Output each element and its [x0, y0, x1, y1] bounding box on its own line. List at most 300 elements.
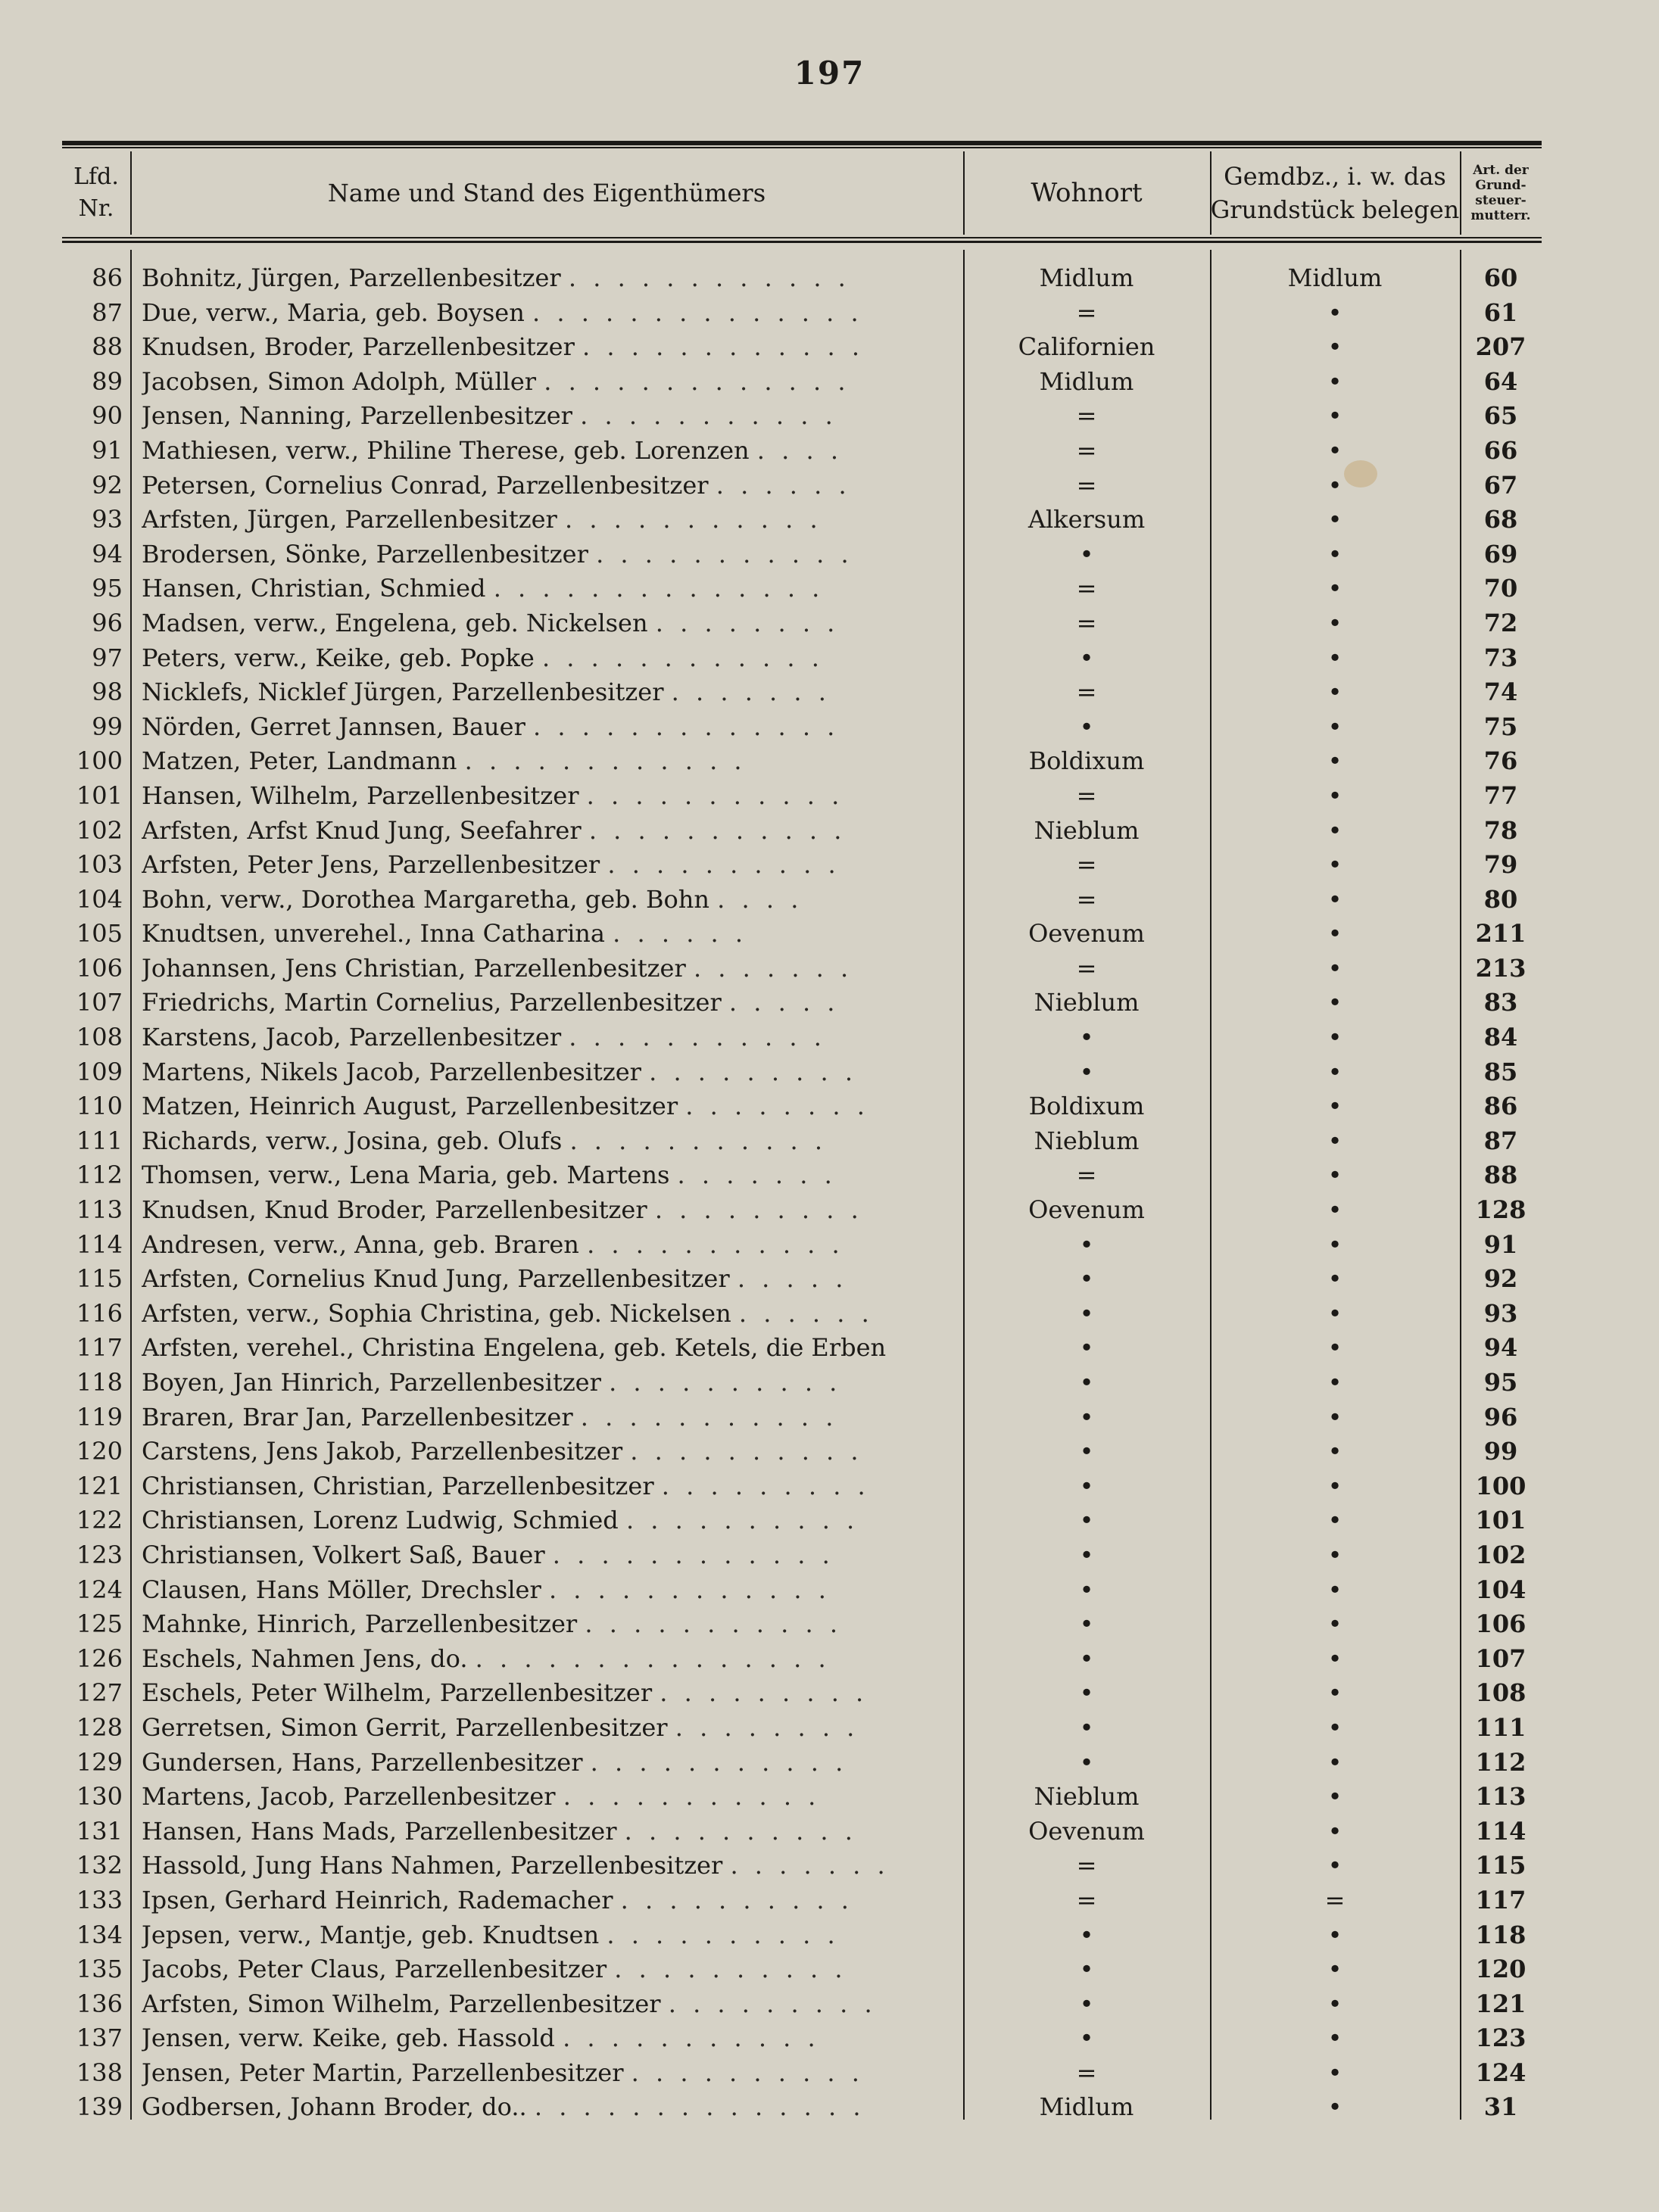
- row-owner-name: Matzen, Heinrich August, Parzellenbesitzer: [142, 1092, 678, 1121]
- header-gemeinde: [1210, 151, 1460, 235]
- row-gemeinde: •: [1327, 1816, 1342, 1846]
- row-gemeinde: •: [1327, 678, 1342, 707]
- row-leader-dots: . . . . . . . . . . . . . . .: [475, 1643, 831, 1673]
- row-owner-cell: [142, 1987, 1020, 2022]
- row-owner-name: Mathiesen, verw., Philine Therese, geb. Lorenzen: [142, 435, 750, 465]
- row-artikel: 72: [1483, 608, 1518, 637]
- row-gemeinde: •: [1327, 1782, 1342, 1812]
- row-gemeinde: •: [1327, 608, 1342, 637]
- table-row: [62, 848, 1542, 883]
- row-wohnort: Alkersum: [1028, 505, 1146, 534]
- row-artikel: 121: [1475, 1989, 1526, 2018]
- row-owner-cell: [142, 1435, 1020, 1469]
- row-number: 90: [92, 401, 123, 431]
- row-owner-name: Martens, Jacob, Parzellenbesitzer: [142, 1782, 556, 1812]
- row-artikel: 106: [1475, 1609, 1526, 1639]
- row-gemeinde: •: [1327, 884, 1342, 914]
- row-leader-dots: . . . . . . . . . . .: [580, 401, 837, 431]
- row-owner-cell: [142, 675, 1020, 710]
- row-owner-cell: [142, 1642, 1020, 1677]
- row-wohnort: =: [1076, 780, 1097, 810]
- table-row: [62, 1089, 1542, 1124]
- row-owner-name: Christiansen, Lorenz Ludwig, Schmied: [142, 1506, 619, 1535]
- row-wohnort: •: [1079, 1540, 1094, 1569]
- row-wohnort: =: [1076, 298, 1097, 327]
- row-leader-dots: . . . . . . . . . . .: [590, 1747, 848, 1777]
- row-owner-name: Due, verw., Maria, geb. Boysen: [142, 298, 525, 327]
- row-gemeinde: •: [1327, 1368, 1342, 1397]
- row-artikel: 211: [1475, 919, 1526, 949]
- row-number: 108: [76, 1023, 123, 1052]
- row-gemeinde: •: [1327, 401, 1342, 431]
- row-leader-dots: . . . . . . .: [677, 1161, 837, 1190]
- row-artikel: 114: [1475, 1816, 1526, 1846]
- row-gemeinde: •: [1327, 1955, 1342, 1984]
- row-owner-name: Bohnitz, Jürgen, Parzellenbesitzer: [142, 263, 561, 292]
- ledger-rows: [62, 261, 1542, 2125]
- row-owner-cell: [142, 917, 1020, 952]
- row-wohnort: =: [1076, 401, 1097, 431]
- row-gemeinde: •: [1327, 574, 1342, 603]
- row-gemeinde: •: [1327, 1678, 1342, 1708]
- row-gemeinde: •: [1327, 1989, 1342, 2018]
- row-artikel: 73: [1483, 643, 1518, 672]
- row-owner-cell: [142, 365, 1020, 400]
- row-number: 110: [76, 1092, 123, 1121]
- row-artikel: 120: [1475, 1955, 1526, 1984]
- row-owner-cell: [142, 606, 1020, 641]
- row-gemeinde: •: [1327, 780, 1342, 810]
- row-owner-cell: [142, 572, 1020, 606]
- row-wohnort: Oevenum: [1028, 1816, 1145, 1846]
- row-wohnort: •: [1079, 643, 1094, 672]
- row-wohnort: Californien: [1018, 332, 1155, 362]
- row-owner-cell: [142, 1676, 1020, 1711]
- row-number: 136: [76, 1989, 123, 2018]
- row-gemeinde: •: [1327, 1333, 1342, 1363]
- table-row: [62, 1469, 1542, 1504]
- row-owner-name: Gundersen, Hans, Parzellenbesitzer: [142, 1747, 583, 1777]
- table-row: [62, 261, 1542, 296]
- row-number: 98: [92, 678, 123, 707]
- row-artikel: 207: [1475, 332, 1526, 362]
- table-row: [62, 952, 1542, 986]
- table-row: [62, 1297, 1542, 1332]
- row-artikel: 111: [1475, 1712, 1526, 1742]
- row-wohnort: •: [1079, 1368, 1094, 1397]
- row-number: 125: [76, 1609, 123, 1639]
- row-owner-cell: [142, 814, 1020, 849]
- row-gemeinde: •: [1327, 919, 1342, 949]
- row-owner-name: Gerretsen, Simon Gerrit, Parzellenbesitzer: [142, 1712, 668, 1742]
- row-gemeinde: •: [1327, 1298, 1342, 1328]
- row-owner-cell: [142, 1503, 1020, 1538]
- row-owner-cell: [142, 1400, 1020, 1435]
- row-owner-cell: [142, 434, 1020, 469]
- row-gemeinde: •: [1327, 366, 1342, 396]
- row-wohnort: •: [1079, 1575, 1094, 1604]
- row-owner-name: Jensen, Peter Martin, Parzellenbesitzer: [142, 2058, 624, 2087]
- row-leader-dots: . . . . . . . . . . . .: [548, 1575, 831, 1604]
- row-gemeinde: •: [1327, 1437, 1342, 1466]
- row-gemeinde: •: [1327, 1229, 1342, 1259]
- row-wohnort: =: [1076, 1161, 1097, 1190]
- row-wohnort: •: [1079, 1678, 1094, 1708]
- row-owner-cell: [142, 1020, 1020, 1055]
- row-wohnort: Oevenum: [1028, 1195, 1145, 1225]
- table-row: [62, 1400, 1542, 1435]
- row-artikel: 112: [1475, 1747, 1526, 1777]
- row-number: 126: [76, 1643, 123, 1673]
- row-number: 118: [76, 1368, 123, 1397]
- row-gemeinde: •: [1327, 1161, 1342, 1190]
- row-number: 112: [76, 1161, 123, 1190]
- row-artikel: 76: [1483, 746, 1518, 776]
- row-owner-cell: [142, 1469, 1020, 1504]
- row-number: 93: [92, 505, 123, 534]
- row-owner-name: Nicklefs, Nicklef Jürgen, Parzellenbesitzer: [142, 678, 664, 707]
- row-leader-dots: . . . . . . . . . . . . . .: [532, 298, 863, 327]
- top-rule: [62, 141, 1542, 148]
- table-row: [62, 675, 1542, 710]
- table-row: [62, 1228, 1542, 1263]
- row-wohnort: =: [1076, 608, 1097, 637]
- table-row: [62, 1262, 1542, 1297]
- row-number: 115: [76, 1264, 123, 1294]
- row-leader-dots: . . . . . . . . . . .: [563, 1782, 821, 1812]
- row-owner-name: Jensen, Nanning, Parzellenbesitzer: [142, 401, 572, 431]
- table-row: [62, 1815, 1542, 1849]
- table-row: [62, 1158, 1542, 1193]
- row-owner-cell: [142, 1366, 1020, 1400]
- row-gemeinde: •: [1327, 1471, 1342, 1500]
- row-gemeinde: •: [1327, 1712, 1342, 1742]
- table-row: [62, 883, 1542, 918]
- row-owner-name: Friedrichs, Martin Cornelius, Parzellenbesitzer: [142, 988, 722, 1017]
- row-owner-name: Jepsen, verw., Mantje, geb. Knudtsen: [142, 1920, 600, 1949]
- row-gemeinde: •: [1327, 2024, 1342, 2053]
- row-number: 120: [76, 1437, 123, 1466]
- row-number: 106: [76, 953, 123, 983]
- table-row: [62, 1020, 1542, 1055]
- row-wohnort: Nieblum: [1034, 1126, 1140, 1155]
- row-leader-dots: . . . . . . . . . . . .: [541, 643, 824, 672]
- header-artikel: [1460, 151, 1542, 235]
- row-wohnort: Boldixum: [1028, 1092, 1145, 1121]
- row-artikel: 31: [1483, 2092, 1518, 2122]
- row-wohnort: •: [1079, 1437, 1094, 1466]
- row-number: 117: [76, 1333, 123, 1363]
- row-leader-dots: . . . . . . . . . . .: [569, 1023, 826, 1052]
- row-owner-name: Peters, verw., Keike, geb. Popke: [142, 643, 535, 672]
- row-gemeinde: •: [1327, 1264, 1342, 1294]
- row-wohnort: =: [1076, 574, 1097, 603]
- row-wohnort: Nieblum: [1034, 1782, 1140, 1812]
- row-number: 119: [76, 1402, 123, 1432]
- row-owner-cell: [142, 503, 1020, 537]
- row-owner-name: Madsen, verw., Engelena, geb. Nickelsen: [142, 608, 648, 637]
- row-artikel: 77: [1483, 780, 1518, 810]
- row-leader-dots: . . . . . .: [613, 919, 748, 949]
- row-artikel: 128: [1475, 1195, 1526, 1225]
- row-gemeinde: •: [1327, 815, 1342, 845]
- row-gemeinde: •: [1327, 1643, 1342, 1673]
- row-wohnort: Nieblum: [1034, 988, 1140, 1017]
- row-owner-name: Jacobsen, Simon Adolph, Müller: [142, 366, 537, 396]
- row-owner-name: Andresen, verw., Anna, geb. Braren: [142, 1229, 579, 1259]
- row-owner-name: Carstens, Jens Jakob, Parzellenbesitzer: [142, 1437, 623, 1466]
- row-gemeinde: •: [1327, 435, 1342, 465]
- row-owner-cell: [142, 2021, 1020, 2056]
- table-row: [62, 1331, 1542, 1366]
- row-owner-cell: [142, 1089, 1020, 1124]
- row-artikel: 79: [1483, 850, 1518, 880]
- row-leader-dots: . . . . . . . . . .: [614, 1955, 847, 1984]
- table-row: [62, 434, 1542, 469]
- row-artikel: 124: [1475, 2058, 1526, 2087]
- col-divider-head-3: [1210, 151, 1212, 235]
- row-leader-dots: . . . . . . . . . . .: [585, 1609, 842, 1639]
- table-row: [62, 1642, 1542, 1677]
- row-number: 101: [76, 780, 123, 810]
- row-owner-name: Eschels, Nahmen Jens, do.: [142, 1643, 468, 1673]
- row-owner-cell: [142, 399, 1020, 434]
- row-wohnort: •: [1079, 1920, 1094, 1949]
- row-leader-dots: . . . . . . . . . .: [609, 1368, 842, 1397]
- row-artikel: 107: [1475, 1643, 1526, 1673]
- row-leader-dots: . . . . . . . . . .: [630, 1437, 863, 1466]
- table-row: [62, 917, 1542, 952]
- row-gemeinde: Midlum: [1287, 263, 1383, 292]
- row-wohnort: Nieblum: [1034, 815, 1140, 845]
- row-artikel: 78: [1483, 815, 1518, 845]
- row-leader-dots: . . . . . . . . .: [649, 1057, 858, 1086]
- row-leader-dots: . . . . . . . . . .: [631, 2058, 864, 2087]
- row-owner-cell: [142, 641, 1020, 676]
- row-owner-name: Ipsen, Gerhard Heinrich, Rademacher: [142, 1885, 613, 1914]
- row-owner-name: Martens, Nikels Jacob, Parzellenbesitzer: [142, 1057, 641, 1086]
- row-wohnort: •: [1079, 1471, 1094, 1500]
- row-leader-dots: . . . . . . . . . . .: [586, 780, 844, 810]
- row-owner-cell: [142, 710, 1020, 745]
- table-row: [62, 1883, 1542, 1918]
- table-row: [62, 1676, 1542, 1711]
- table-row: [62, 1746, 1542, 1781]
- row-owner-cell: [142, 469, 1020, 503]
- row-artikel: 66: [1483, 435, 1518, 465]
- row-owner-cell: [142, 1297, 1020, 1332]
- row-gemeinde: •: [1327, 1506, 1342, 1535]
- row-leader-dots: . . . . . . . . . .: [625, 1506, 859, 1535]
- row-leader-dots: . . . . . . . . . . . .: [582, 332, 864, 362]
- row-leader-dots: . . . . . .: [738, 1298, 874, 1328]
- table-row: [62, 503, 1542, 537]
- table-row: [62, 1193, 1542, 1228]
- table-row: [62, 537, 1542, 572]
- row-leader-dots: . . . . . . . . . . .: [588, 815, 847, 845]
- row-owner-name: Hansen, Christian, Schmied: [142, 574, 486, 603]
- row-owner-cell: [142, 1158, 1020, 1193]
- row-number: 121: [76, 1471, 123, 1500]
- row-owner-cell: [142, 537, 1020, 572]
- row-leader-dots: . . . .: [717, 884, 803, 914]
- row-gemeinde: •: [1327, 470, 1342, 500]
- table-row: [62, 2056, 1542, 2091]
- table-row: [62, 710, 1542, 745]
- row-number: 96: [92, 608, 123, 637]
- row-artikel: 101: [1475, 1506, 1526, 1535]
- row-leader-dots: . . . . . . . . . . .: [565, 505, 822, 534]
- row-wohnort: =: [1076, 678, 1097, 707]
- row-owner-cell: [142, 1883, 1020, 1918]
- row-number: 134: [76, 1920, 123, 1949]
- row-wohnort: =: [1076, 1851, 1097, 1880]
- row-wohnort: •: [1079, 539, 1094, 569]
- row-wohnort: •: [1079, 1609, 1094, 1639]
- table-row: [62, 1124, 1542, 1159]
- table-row: [62, 572, 1542, 606]
- table-row: [62, 2021, 1542, 2056]
- row-leader-dots: . . . . . . . . .: [654, 1195, 863, 1225]
- row-wohnort: •: [1079, 1229, 1094, 1259]
- row-owner-name: Hansen, Hans Mads, Parzellenbesitzer: [142, 1816, 617, 1846]
- table-row: [62, 2090, 1542, 2125]
- row-artikel: 83: [1483, 988, 1518, 1017]
- row-wohnort: Boldixum: [1028, 746, 1145, 776]
- row-leader-dots: . . . . . . . . . . . . . .: [534, 2092, 865, 2122]
- table-row: [62, 986, 1542, 1020]
- row-number: 114: [76, 1229, 123, 1259]
- row-owner-name: Nörden, Gerret Jannsen, Bauer: [142, 712, 525, 741]
- row-owner-cell: [142, 2090, 1020, 2125]
- header-name: Name und Stand des Eigenthümers: [327, 179, 766, 207]
- row-owner-name: Knudtsen, unverehel., Inna Catharina: [142, 919, 605, 949]
- row-number: 122: [76, 1506, 123, 1535]
- row-owner-name: Jacobs, Peter Claus, Parzellenbesitzer: [142, 1955, 607, 1984]
- table-row: [62, 1055, 1542, 1090]
- row-number: 100: [76, 746, 123, 776]
- row-leader-dots: . . . . . .: [716, 470, 851, 500]
- row-wohnort: =: [1076, 1885, 1097, 1914]
- row-wohnort: •: [1079, 1955, 1094, 1984]
- row-gemeinde: •: [1327, 2092, 1342, 2122]
- row-wohnort: •: [1079, 712, 1094, 741]
- header-art-line4: mutterr.: [1470, 208, 1531, 223]
- row-owner-cell: [142, 1918, 1020, 1953]
- row-gemeinde: •: [1327, 643, 1342, 672]
- row-leader-dots: . . . . . . . . . . . .: [464, 746, 747, 776]
- row-number: 130: [76, 1782, 123, 1812]
- table-row: [62, 779, 1542, 814]
- row-wohnort: •: [1079, 1298, 1094, 1328]
- row-artikel: 87: [1483, 1126, 1518, 1155]
- row-leader-dots: . . . . . . . . . .: [607, 850, 840, 880]
- row-leader-dots: . . . . . . . . . .: [620, 1885, 853, 1914]
- header-art-line3: steuer-: [1475, 193, 1526, 208]
- row-owner-name: Bohn, verw., Dorothea Margaretha, geb. Bohn: [142, 884, 709, 914]
- row-owner-cell: [142, 296, 1020, 331]
- table-row: [62, 1918, 1542, 1953]
- row-wohnort: =: [1076, 435, 1097, 465]
- col-divider-head-2: [963, 151, 965, 235]
- row-gemeinde: •: [1327, 1057, 1342, 1086]
- row-number: 88: [92, 332, 123, 362]
- row-number: 138: [76, 2058, 123, 2087]
- row-gemeinde: •: [1327, 1092, 1342, 1121]
- row-leader-dots: . . . . . . . . . . .: [580, 1402, 838, 1432]
- row-owner-name: Braren, Brar Jan, Parzellenbesitzer: [142, 1402, 573, 1432]
- row-leader-dots: . . . . . . .: [693, 953, 853, 983]
- row-leader-dots: . . . . . . . . . . .: [569, 1126, 828, 1155]
- row-artikel: 94: [1483, 1333, 1518, 1363]
- row-leader-dots: . . . . . . . . .: [661, 1471, 870, 1500]
- row-owner-name: Matzen, Peter, Landmann: [142, 746, 457, 776]
- row-artikel: 86: [1483, 1092, 1518, 1121]
- table-row: [62, 814, 1542, 849]
- row-gemeinde: •: [1327, 712, 1342, 741]
- row-gemeinde: •: [1327, 1126, 1342, 1155]
- row-leader-dots: . . . . . . . . . .: [607, 1920, 840, 1949]
- row-leader-dots: . . . . .: [728, 988, 840, 1017]
- row-gemeinde: •: [1327, 1195, 1342, 1225]
- row-wohnort: •: [1079, 1643, 1094, 1673]
- row-number: 89: [92, 366, 123, 396]
- row-leader-dots: . . . . . . .: [730, 1851, 890, 1880]
- row-owner-name: Knudsen, Knud Broder, Parzellenbesitzer: [142, 1195, 647, 1225]
- row-number: 104: [76, 884, 123, 914]
- row-gemeinde: •: [1327, 1575, 1342, 1604]
- row-number: 124: [76, 1575, 123, 1604]
- row-owner-cell: [142, 1607, 1020, 1642]
- header-gemeinde-line2: Grundstück belegen: [1210, 195, 1460, 224]
- row-owner-cell: [142, 1746, 1020, 1781]
- row-number: 107: [76, 988, 123, 1017]
- row-number: 139: [76, 2092, 123, 2122]
- row-number: 132: [76, 1851, 123, 1880]
- row-wohnort: •: [1079, 1402, 1094, 1432]
- row-leader-dots: . . . . . . . . . . .: [587, 1229, 844, 1259]
- row-number: 127: [76, 1678, 123, 1708]
- row-owner-name: Arfsten, verehel., Christina Engelena, geb. Ketels, die Erben: [142, 1333, 887, 1363]
- row-number: 131: [76, 1816, 123, 1846]
- row-owner-name: Christiansen, Christian, Parzellenbesitzer: [142, 1471, 654, 1500]
- row-artikel: 80: [1483, 884, 1518, 914]
- row-owner-cell: [142, 1711, 1020, 1746]
- table-row: [62, 469, 1542, 503]
- row-owner-cell: [142, 952, 1020, 986]
- row-number: 129: [76, 1747, 123, 1777]
- row-artikel: 96: [1483, 1402, 1518, 1432]
- row-owner-name: Brodersen, Sönke, Parzellenbesitzer: [142, 539, 588, 569]
- row-wohnort: Midlum: [1039, 366, 1134, 396]
- row-artikel: 91: [1483, 1229, 1518, 1259]
- row-wohnort: •: [1079, 1023, 1094, 1052]
- row-wohnort: =: [1076, 470, 1097, 500]
- row-leader-dots: . . . .: [756, 435, 843, 465]
- row-number: 111: [76, 1126, 123, 1155]
- row-leader-dots: . . . . . . . .: [655, 608, 840, 637]
- table-row: [62, 365, 1542, 400]
- row-wohnort: •: [1079, 1747, 1094, 1777]
- row-artikel: 123: [1475, 2024, 1526, 2053]
- row-owner-cell: [142, 1538, 1020, 1573]
- row-wohnort: •: [1079, 1264, 1094, 1294]
- header-nr-line1: Lfd.: [73, 164, 119, 190]
- row-gemeinde: •: [1327, 1747, 1342, 1777]
- row-leader-dots: . . . . . . .: [671, 678, 831, 707]
- row-leader-dots: . . . . . . . . . . . .: [552, 1540, 834, 1569]
- row-artikel: 118: [1475, 1920, 1526, 1949]
